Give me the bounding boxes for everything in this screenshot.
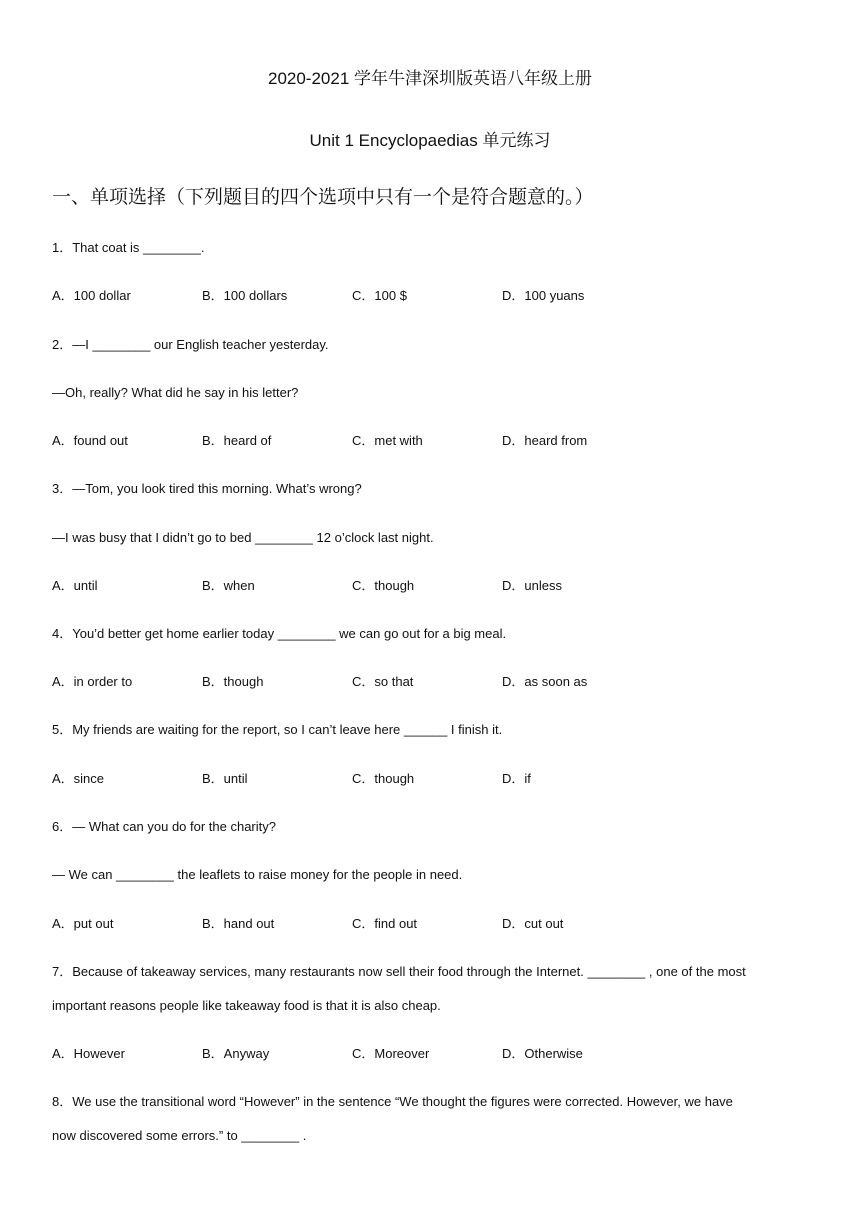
question-6-option-c: C．find out [352, 916, 418, 931]
question-4-option-c: C．so that [352, 674, 414, 689]
question-2-option-c: C．met with [352, 433, 423, 448]
question-2-option-b: B．heard of [202, 433, 272, 448]
question-4-option-b: B．though [202, 674, 264, 689]
question-3-stem-line2: —I was busy that I didn’t go to bed ________ 12 o’clock last night. [52, 530, 434, 545]
question-7-option-c: C．Moreover [352, 1046, 430, 1061]
question-2-option-a: A．found out [52, 433, 128, 448]
question-1-stem: 1．That coat is ________. [52, 240, 205, 255]
question-1-option-c: C．100 $ [352, 288, 407, 303]
question-4-option-d: D．as soon as [502, 674, 588, 689]
question-3-option-a: A．until [52, 578, 98, 593]
question-7-stem-line2: important reasons people like takeaway food is that it is also cheap. [52, 998, 441, 1013]
question-6-option-b: B．hand out [202, 916, 275, 931]
document-subtitle: Unit 1 Encyclopaedias 单元练习 [309, 131, 551, 150]
question-6-option-a: A．put out [52, 916, 114, 931]
question-5-option-a: A．since [52, 771, 105, 786]
section-heading: 一、单项选择（下列题目的四个选项中只有一个是符合题意的。） [52, 187, 594, 208]
question-7-option-b: B．Anyway [202, 1046, 270, 1061]
question-2-option-d: D．heard from [502, 433, 588, 448]
question-7-stem: 7．Because of takeaway services, many restaurants now sell their food through the Internet. ________ , one of the most [52, 964, 746, 979]
question-6-option-d: D．cut out [502, 916, 564, 931]
question-3-option-b: B．when [202, 578, 255, 593]
question-3-stem: 3．—Tom, you look tired this morning. What’s wrong? [52, 481, 362, 496]
question-4-stem: 4．You’d better get home earlier today ________ we can go out for a big meal. [52, 626, 507, 641]
question-5-option-b: B．until [202, 771, 248, 786]
question-3-option-c: C．though [352, 578, 415, 593]
question-7-option-a: A．However [52, 1046, 125, 1061]
question-6-stem-line2: — We can ________ the leaflets to raise money for the people in need. [52, 867, 463, 882]
question-5-stem: 5．My friends are waiting for the report, so I can’t leave here ______ I finish it. [52, 722, 503, 737]
question-4-option-a: A．in order to [52, 674, 133, 689]
question-8-stem: 8．We use the transitional word “However” in the sentence “We thought the figures were corrected. However, we have [52, 1094, 733, 1109]
document-title: 2020-2021 学年牛津深圳版英语八年级上册 [267, 69, 593, 88]
question-8-stem-line2: now discovered some errors.” to ________ . [52, 1128, 307, 1143]
question-1-option-a: A．100 dollar [52, 288, 131, 303]
question-5-option-c: C．though [352, 771, 415, 786]
question-2-stem: 2．—I ________ our English teacher yesterday. [52, 337, 329, 352]
question-2-stem-line2: —Oh, really? What did he say in his letter? [52, 385, 299, 400]
question-7-option-d: D．Otherwise [502, 1046, 583, 1061]
question-5-option-d: D．if [502, 771, 531, 786]
question-1-option-d: D．100 yuans [502, 288, 585, 303]
question-3-option-d: D．unless [502, 578, 562, 593]
question-1-option-b: B．100 dollars [202, 288, 288, 303]
question-6-stem: 6．— What can you do for the charity? [52, 819, 276, 834]
